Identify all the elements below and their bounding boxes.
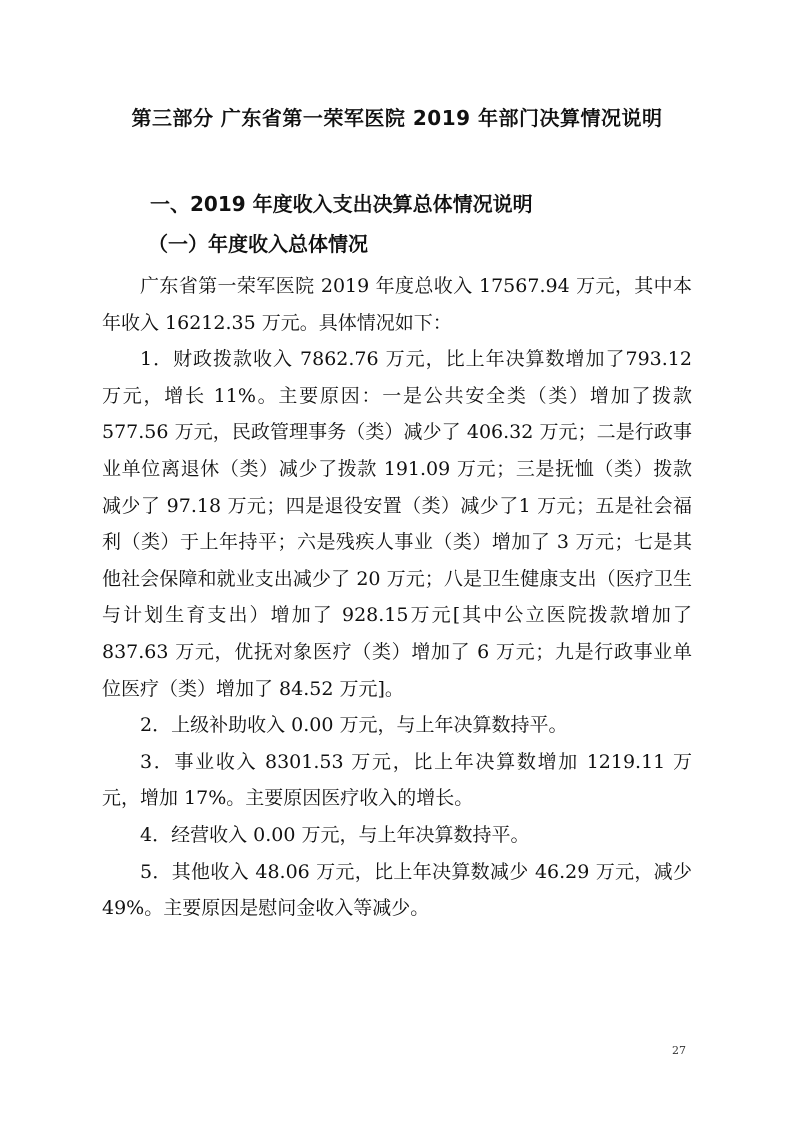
paragraph-total-income: 广东省第一荣军医院 2019 年度总收入 17567.94 万元，其中本年收入 16212.35 万元。具体情况如下： [102,275,692,334]
document-title: 第三部分 广东省第一荣军医院 2019 年部门决算情况说明 [131,106,663,130]
document-body [102,268,692,927]
sub-heading: （一）年度收入总体情况 [148,232,368,256]
paragraph-business-income: 3．事业收入 8301.53 万元，比上年决算数增加 1219.11 万元，增加 17%。主要原因医疗收入的增长。 [102,750,692,810]
paragraph-fiscal-appropriation: 1．财政拨款收入 7862.76 万元，比上年决算数增加了793.12 万元，增长 11%。主要原因：一是公共安全类（类）增加了拨款 577.56 万元，民政管理事务（类）减少了 406.32 万元；二是行政事业单位离退休（类）减少了拨款 191.09 万元；三是抚恤（类）拨款减少了 97.18 万元；四是退役安置（类）减少了1 万元；五是社会福利（类）于上年持平；六是残疾人事业（类）增加了 3 万元；七是其他社会保障和就业支出减少了 20 万元；八是卫生健康支出（医疗卫生与计划生育支出）增加了 928.15万元[其中公立医院拨款增加了 837.63 万元，优抚对象医疗（类）增加了 6 万元；九是行政事业单位医疗（类）增加了 84.52 万元]。 [102,348,692,700]
paragraph-other-income: 5．其他收入 48.06 万元，比上年决算数减少 46.29 万元，减少 49%。主要原因是慰问金收入等减少。 [102,860,692,920]
paragraph-superior-subsidy: 2．上级补助收入 0.00 万元，与上年决算数持平。 [140,714,568,737]
page-number: 27 [672,1044,686,1057]
section-heading: 一、2019 年度收入支出决算总体情况说明 [150,192,533,216]
paragraph-operating-income: 4．经营收入 0.00 万元，与上年决算数持平。 [140,823,530,846]
